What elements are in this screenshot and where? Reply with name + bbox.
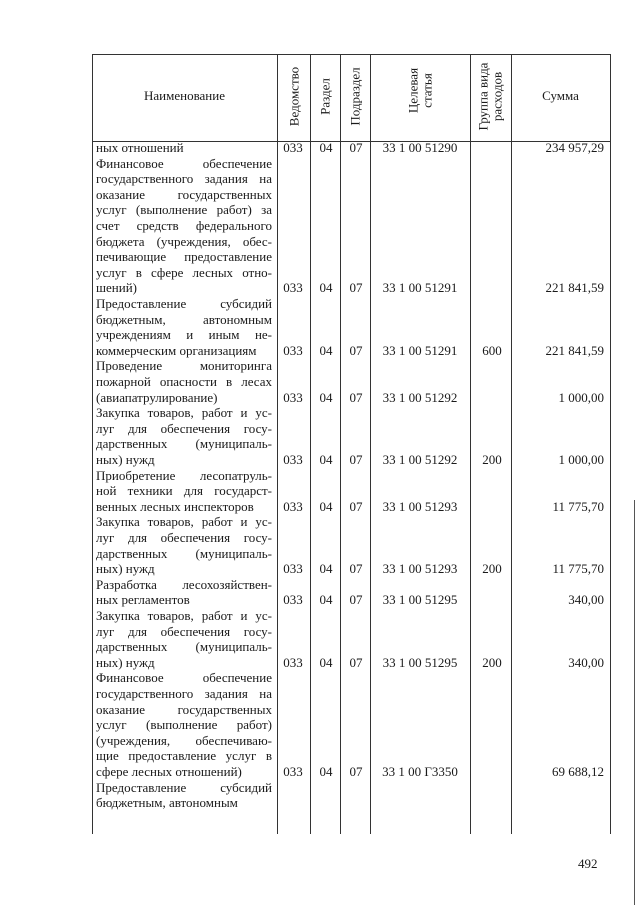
row-name-line: щие предоставление услуг в bbox=[96, 748, 272, 764]
row-cel: 33 1 00 51290 bbox=[382, 140, 458, 155]
page-number: 492 bbox=[578, 856, 598, 871]
row-sum: 1 000,00 bbox=[558, 389, 604, 405]
row-podrazd: 07 bbox=[349, 342, 363, 358]
row-sum: 1 000,00 bbox=[558, 452, 604, 467]
row-sum: 221 841,59 bbox=[545, 342, 604, 358]
header-razd: Раздел bbox=[317, 78, 333, 115]
header-cel-line2: статья bbox=[419, 73, 435, 108]
row-razd: 04 bbox=[319, 498, 333, 514]
row-name bbox=[96, 156, 272, 296]
row-sum: 234 957,29 bbox=[545, 140, 604, 155]
row-name-line: ных регламентов bbox=[96, 592, 190, 608]
row-sum: 11 775,70 bbox=[552, 498, 604, 514]
row-name-line: государственного задания на bbox=[96, 685, 272, 701]
row-cel: 33 1 00 51295 bbox=[382, 592, 458, 608]
row-razd: 04 bbox=[319, 389, 333, 405]
row-podrazd: 07 bbox=[349, 561, 363, 577]
row-name-line: Проведение мониторинга bbox=[96, 358, 272, 374]
row-grp: 200 bbox=[482, 561, 502, 577]
header-cel-line1: Целевая bbox=[405, 67, 421, 114]
row-cel: 33 1 00 51291 bbox=[382, 342, 458, 358]
col-border-razd bbox=[310, 54, 311, 834]
row-name-line: (учреждения, обеспечиваю- bbox=[96, 732, 272, 748]
row-podrazd: 07 bbox=[349, 498, 363, 514]
row-name-line: услуг (выполнение работ) за bbox=[96, 202, 272, 218]
row-sum: 69 688,12 bbox=[552, 764, 604, 779]
row-name-line: ных) нужд bbox=[96, 561, 155, 577]
col-border-grp bbox=[470, 54, 471, 834]
row-name-line: бюджета (учреждения, обес- bbox=[96, 233, 272, 249]
row-name-line: Предоставление субсидий bbox=[96, 779, 272, 795]
row-name-line: Приобретение лесопатруль- bbox=[96, 467, 272, 483]
row-cel: 33 1 00 51292 bbox=[382, 452, 458, 467]
row-grp: 200 bbox=[482, 654, 502, 670]
header-grp-line1: Группа вида bbox=[475, 62, 491, 131]
row-name-line: Предоставление субсидий bbox=[96, 296, 272, 311]
row-name-line: оказание государственных bbox=[96, 186, 272, 202]
row-name bbox=[96, 608, 272, 670]
row-sum: 340,00 bbox=[568, 654, 604, 670]
row-name bbox=[96, 140, 272, 156]
row-ved: 033 bbox=[283, 280, 303, 296]
col-border-sum bbox=[511, 54, 512, 834]
col-border-ved bbox=[277, 54, 278, 834]
row-ved: 033 bbox=[283, 452, 303, 467]
row-razd: 04 bbox=[319, 654, 333, 670]
row-cel: 33 1 00 51295 bbox=[382, 654, 458, 670]
row-razd: 04 bbox=[319, 342, 333, 358]
row-podrazd: 07 bbox=[349, 654, 363, 670]
row-name-line: шений) bbox=[96, 280, 137, 296]
row-podrazd: 07 bbox=[349, 140, 363, 155]
header-podrazd: Подраздел bbox=[347, 67, 363, 126]
row-name bbox=[96, 468, 272, 515]
row-name bbox=[96, 296, 272, 358]
row-name-line: Финансовое обеспечение bbox=[96, 155, 272, 171]
row-name-line: луг для обеспечения госу- bbox=[96, 529, 272, 545]
row-name bbox=[96, 577, 272, 608]
row-razd: 04 bbox=[319, 561, 333, 577]
col-border-cel bbox=[370, 54, 371, 834]
header-ved: Ведомство bbox=[286, 66, 302, 127]
row-grp: 600 bbox=[482, 342, 502, 358]
row-name-line: учреждениям и иным не- bbox=[96, 327, 272, 343]
row-ved: 033 bbox=[283, 592, 303, 608]
row-name-line: дарственных (муниципаль- bbox=[96, 436, 272, 452]
row-name-line: Закупка товаров, работ и ус- bbox=[96, 608, 272, 623]
row-ved: 033 bbox=[283, 342, 303, 358]
row-name-line: луг для обеспечения госу- bbox=[96, 623, 272, 639]
row-name-line: бюджетным, автономным bbox=[96, 795, 238, 811]
row-name-line: дарственных (муниципаль- bbox=[96, 639, 272, 655]
row-name-line: государственного задания на bbox=[96, 171, 272, 187]
header-sum: Сумма bbox=[542, 88, 579, 103]
row-name-line: услуг (выполнение работ) bbox=[96, 717, 272, 733]
row-sum: 221 841,59 bbox=[545, 280, 604, 296]
row-name-line: оказание государственных bbox=[96, 701, 272, 717]
row-podrazd: 07 bbox=[349, 764, 363, 779]
row-cel: 33 1 00 Г3350 bbox=[382, 764, 458, 779]
col-border-podrazd bbox=[340, 54, 341, 834]
row-razd: 04 bbox=[319, 140, 333, 155]
row-name-line: ных отношений bbox=[96, 140, 184, 155]
row-name-line: ных) нужд bbox=[96, 451, 155, 467]
table-right-border bbox=[610, 54, 611, 834]
row-name-line: ных) нужд bbox=[96, 654, 155, 670]
row-name-line: услуг в сфере лесных отно- bbox=[96, 264, 272, 280]
table-left-border bbox=[92, 54, 93, 834]
row-razd: 04 bbox=[319, 592, 333, 608]
row-ved: 033 bbox=[283, 140, 303, 155]
row-name-line: сфере лесных отношений) bbox=[96, 763, 242, 779]
row-name-line: (авиапатрулирование) bbox=[96, 389, 218, 405]
row-cel: 33 1 00 51293 bbox=[382, 498, 458, 514]
row-razd: 04 bbox=[319, 280, 333, 296]
row-name-line: Финансовое обеспечение bbox=[96, 670, 272, 686]
row-name bbox=[96, 358, 272, 405]
row-name-line: луг для обеспечения госу- bbox=[96, 420, 272, 436]
header-name: Наименование bbox=[144, 88, 225, 103]
row-ved: 033 bbox=[283, 561, 303, 577]
row-name-line: ной техники для государст- bbox=[96, 483, 272, 499]
row-sum: 340,00 bbox=[568, 592, 604, 608]
header-grp-line2: расходов bbox=[489, 71, 505, 122]
row-grp: 200 bbox=[482, 452, 502, 467]
row-cel: 33 1 00 51291 bbox=[382, 280, 458, 296]
row-ved: 033 bbox=[283, 498, 303, 514]
row-cel: 33 1 00 51293 bbox=[382, 561, 458, 577]
row-ved: 033 bbox=[283, 389, 303, 405]
row-cel: 33 1 00 51292 bbox=[382, 389, 458, 405]
row-name-line: Закупка товаров, работ и ус- bbox=[96, 514, 272, 530]
row-name-line: дарственных (муниципаль- bbox=[96, 545, 272, 561]
row-name bbox=[96, 670, 272, 779]
row-name-line: печивающие предоставление bbox=[96, 249, 272, 265]
row-name bbox=[96, 405, 272, 467]
scan-edge-line bbox=[634, 500, 635, 905]
row-name bbox=[96, 514, 272, 576]
row-name-line: венных лесных инспекторов bbox=[96, 498, 254, 514]
row-sum: 11 775,70 bbox=[552, 561, 604, 577]
row-name-line: счет средств федерального bbox=[96, 217, 272, 233]
row-ved: 033 bbox=[283, 654, 303, 670]
row-name bbox=[96, 780, 272, 811]
row-name-line: коммерческим организациям bbox=[96, 342, 257, 358]
row-name-line: Закупка товаров, работ и ус- bbox=[96, 405, 272, 421]
row-podrazd: 07 bbox=[349, 592, 363, 608]
row-podrazd: 07 bbox=[349, 389, 363, 405]
row-name-line: пожарной опасности в лесах bbox=[96, 373, 272, 389]
row-name-line: Разработка лесохозяйствен- bbox=[96, 576, 272, 592]
row-ved: 033 bbox=[283, 764, 303, 779]
row-podrazd: 07 bbox=[349, 452, 363, 467]
row-name-line: бюджетным, автономным bbox=[96, 311, 272, 327]
row-razd: 04 bbox=[319, 764, 333, 779]
row-podrazd: 07 bbox=[349, 280, 363, 296]
row-razd: 04 bbox=[319, 452, 333, 467]
